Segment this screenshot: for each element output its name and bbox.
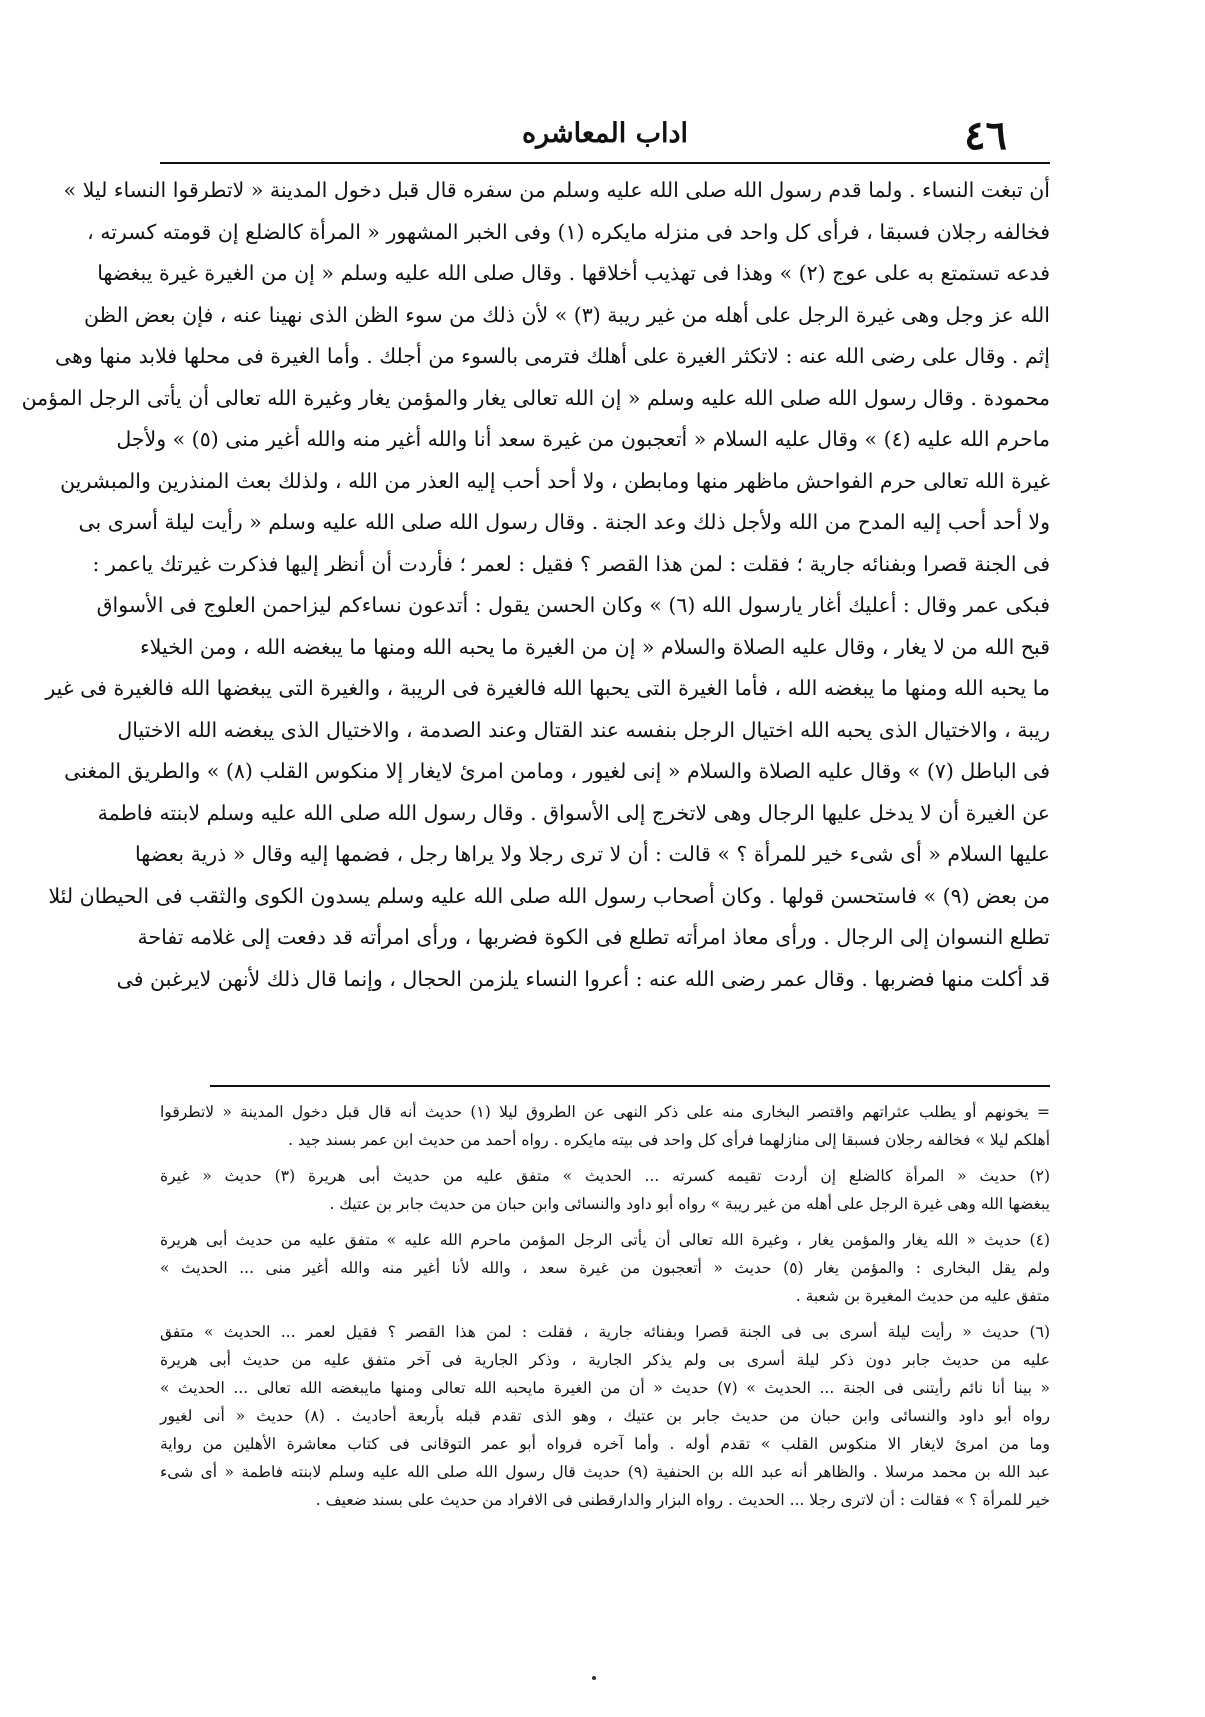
text-line: فخالفه رجلان فسبقا ، فرأى كل واحد فى منزله مايكره (١) وفى الخبر المشهور « المرأة كالضلع إن قومته كسرته ، (87, 219, 1050, 244)
footnote-line: عليه من حديث جابر دون ذكر ليلة أسرى بى ولم يذكر الجارية ، وذكر الجارية فى آخر متفق عليه من حديث أبى هريرة (160, 1351, 1050, 1369)
page-number: ٤٦ (964, 112, 1008, 159)
text-line: الله عز وجل وهى غيرة الرجل على أهله من غير ريبة (٣) » لأن ذلك من سوء الظن الذى نهينا عنه ، فإن بعض الظن (84, 302, 1050, 327)
footnote-line: = يخونهم أو يطلب عثراتهم واقتصر البخارى منه على ذكر النهى عن الطروق ليلا (١) حديث أنه قال قبل دخول المدينة « لاتطرقوا (160, 1103, 1051, 1121)
text-line: ولا أحد أحب إليه المدح من الله ولأجل ذلك وعد الجنة . وقال رسول الله صلى الله عليه وسلم « رأيت ليلة أسرى بى (78, 510, 1050, 534)
print-speck (592, 1676, 596, 1680)
header-rule (160, 162, 1050, 164)
text-line: عن الغيرة أن لا يدخل عليها الرجال وهى لاتخرج إلى الأسواق . وقال رسول الله صلى الله عليه وسلم لابنته فاطمة (97, 800, 1050, 825)
footnotes (160, 1098, 1050, 1514)
text-line: إثم . وقال على رضى الله عنه : لاتكثر الغيرة على أهلك فترمى بالسوء من أجلك . وأما الغيرة فى محلها فلابد منها وهى (54, 344, 1050, 368)
footnote-line: رواه أبو داود والنسائى وابن حبان من حديث جابر بن عتيك ، وهو الذى تقدم قبله بأربعة أحاديث . (٨) حديث « أنى لغيور (160, 1407, 1050, 1425)
text-line: من بعض (٩) » فاستحسن قولها . وكان أصحاب رسول الله صلى الله عليه وسلم يسدون الكوى والثقب فى الحيطان لئلا (48, 883, 1050, 908)
footnote-block (160, 1226, 1050, 1310)
footnote-line: (٤) حديث « الله يغار والمؤمن يغار ، وغيرة الله تعالى أن يأتى الرجل المؤمن ماحرم الله عليه » متفق عليه من حديث أبى هريرة (160, 1231, 1050, 1249)
text-line: فبكى عمر وقال : أعليك أغار يارسول الله (٦) » وكان الحسن يقول : أتدعون نساءكم ليزاحمن العلوج فى الأسواق (96, 593, 1050, 617)
text-line: أن تبغت النساء . ولما قدم رسول الله صلى الله عليه وسلم من سفره قال قبل دخول المدينة « لاتطرقوا النساء ليلا » (63, 178, 1050, 202)
footnote-line: (٢) حديث « المرأة كالضلع إن أردت تقيمه كسرته ... الحديث » متفق عليه من حديث أبى هريرة (٣) حديث « غيرة (160, 1167, 1050, 1185)
footnote-line: (٦) حديث « رأيت ليلة أسرى بى فى الجنة قصرا وبفنائه جارية ، فقلت : لمن هذا القصر ؟ فقيل لعمر ... الحديث » متفق (160, 1323, 1050, 1341)
text-line: ماحرم الله عليه (٤) » وقال عليه السلام « أتعجبون من غيرة سعد أنا والله أغير منه والله أغير منى (٥) » ولأجل (116, 427, 1050, 451)
footnote-line: وما من امرئ لايغار الا منكوس القلب » تقدم أوله . وأما آخره فرواه أبو عمر التوقانى فى كتاب معاشرة الأهلين من رواية (160, 1435, 1050, 1453)
text-line: فدعه تستمتع به على عوج (٢) » وهذا فى تهذيب أخلاقها . وقال صلى الله عليه وسلم « إن من الغيرة غيرة يبغضها (97, 261, 1050, 285)
footnote-block (160, 1098, 1050, 1154)
footnote-line: عبد الله بن محمد مرسلا . والظاهر أنه عبد الله بن الحنفية (٩) حديث قال رسول الله صلى الله عليه وسلم لابنته فاطمة « أى شىء (160, 1463, 1050, 1481)
text-line: فى الباطل (٧) » وقال عليه الصلاة والسلام « إنى لغيور ، ومامن امرئ لايغار إلا منكوس القلب (٨) » والطريق المغنى (64, 759, 1050, 783)
text-line: ما يحبه الله ومنها ما يبغضه الله ، فأما الغيرة التى يحبها الله فالغيرة فى الريبة ، والغيرة التى يبغضها الله فالغيرة فى غير (45, 676, 1050, 700)
footnote-line: خير للمرأة ؟ » فقالت : أن لاترى رجلا ... الحديث . رواه البزار والدارقطنى فى الافراد من حديث على بسند ضعيف . (315, 1491, 1050, 1509)
text-line: قبح الله من لا يغار ، وقال عليه الصلاة والسلام « إن من الغيرة ما يحبه الله ومنها ما يبغضه الله ، ومن الخيلاء (140, 634, 1050, 659)
footnote-block (160, 1162, 1050, 1218)
footnote-line: أهلكم ليلا » فخالفه رجلان فسبقا إلى منازلهما فرأى كل واحد فى بيته مايكره . رواه أحمد من حديث ابن عمر بسند جيد . (288, 1131, 1050, 1149)
main-text (21, 170, 1050, 1000)
page-header (160, 112, 1050, 160)
running-title: اداب المعاشره (521, 118, 689, 149)
text-line: غيرة الله تعالى حرم الفواحش ماظهر منها ومابطن ، ولا أحد أحب إليه العذر من الله ، ولذلك بعث المنذرين والمبشرين (60, 468, 1050, 493)
footnote-line: متفق عليه من حديث المغيرة بن شعبة . (795, 1287, 1050, 1305)
text-line: محمودة . وقال رسول الله صلى الله عليه وسلم « إن الله تعالى يغار والمؤمن يغار وغيرة الله تعالى أن يأتى الرجل المؤمن (21, 385, 1050, 410)
footnote-rule (210, 1085, 1050, 1087)
text-line: عليها السلام « أى شىء خير للمرأة ؟ » قالت : أن لا ترى رجلا ولا يراها رجل ، فضمها إليه وقال « ذرية بعضها (135, 842, 1050, 866)
text-line: قد أكلت منها فضربها . وقال عمر رضى الله عنه : أعروا النساء يلزمن الحجال ، وإنما قال ذلك لأنهن لايرغبن فى (116, 966, 1050, 991)
text-line: ريبة ، والاختيال الذى يحبه الله اختيال الرجل بنفسه عند القتال وعند الصدمة ، والاختيال الذى يبغضه الله الاختيال (117, 717, 1050, 742)
footnote-line: يبغضها الله وهى غيرة الرجل على أهله من غير ريبة » رواه أبو داود والنسائى وابن حبان من حديث جابر بن عتيك . (329, 1195, 1050, 1213)
text-line: تطلع النسوان إلى الرجال . ورأى معاذ امرأته تطلع فى الكوة فضربها ، ورأى امرأته قد دفعت إلى غلامه تفاحة (137, 925, 1050, 949)
footnote-line: « بينا أنا نائم رأيتنى فى الجنة ... الحديث » (٧) حديث « أن من الغيرة مايحبه الله تعالى ومنها مايبغضه الله تعالى ... الحديث » (160, 1379, 1050, 1397)
footnote-block (160, 1318, 1050, 1514)
footnote-line: ولم يقل البخارى : والمؤمن يغار (٥) حديث « أتعجبون من غيرة سعد ، والله لأنا أغير منه والله أغير منى ... الحديث » (160, 1259, 1050, 1277)
text-line: فى الجنة قصرا وبفنائه جارية ؛ فقلت : لمن هذا القصر ؟ فقيل : لعمر ؛ فأردت أن أنظر إليها فذكرت غيرتك ياعمر : (92, 551, 1050, 576)
